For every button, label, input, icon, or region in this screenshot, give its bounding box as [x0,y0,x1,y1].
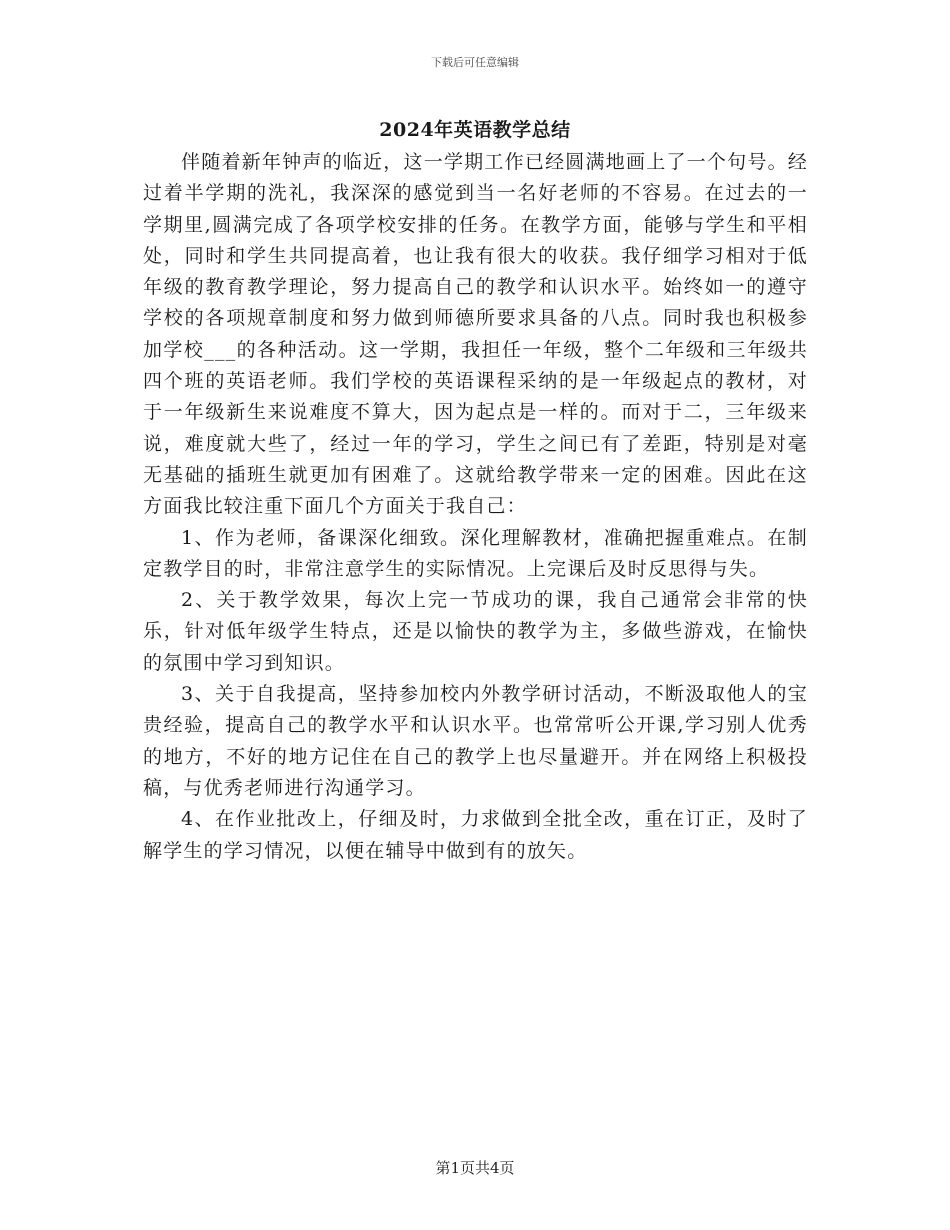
paragraph-item-2: 2、关于教学效果，每次上完一节成功的课，我自己通常会非常的快乐，针对低年级学生特点，还是以愉快的教学为主，多做些游戏，在愉快的氛围中学习到知识。 [143,589,808,674]
page-indicator: 第1页共4页 [435,1159,515,1177]
paragraph-item-3: 3、关于自我提高，坚持参加校内外教学研讨活动，不断汲取他人的宝贵经验，提高自己的教学水平和认识水平。也常常听公开课,学习别人优秀的地方，不好的地方记住在自己的教学上也尽量避开。并在网络上积极投稿，与优秀老师进行沟通学习。 [143,683,808,799]
paragraph-item-4: 4、在作业批改上，仔细及时，力求做到全批全改，重在订正，及时了解学生的学习情况，以便在辅导中做到有的放矢。 [143,808,808,862]
paragraph-intro: 伴随着新年钟声的临近，这一学期工作已经圆满地画上了一个句号。经过着半学期的洗礼，我深深的感觉到当一名好老师的不容易。在过去的一学期里,圆满完成了各项学校安排的任务。在教学方面，能够与学生和平相处，同时和学生共同提高着，也让我有很大的收获。我仔细学习相对于低年级的教育教学理论，努力提高自己的教学和认识水平。始终如一的遵守学校的各项规章制度和努力做到师德所要求具备的八点。同时我也积极参加学校___的各种活动。这一学期，我担任一年级，整个二年级和三年级共四个班的英语老师。我们学校的英语课程采纳的是一年级起点的教材，对于一年级新生来说难度不算大，因为起点是一样的。而对于二，三年级来说，难度就大些了，经过一年的学习，学生之间已有了差距，特别是对毫无基础的插班生就更加有困难了。这就给教学带来一定的困难。因此在这方面我比较注重下面几个方面关于我自己： [143,151,808,518]
document-body [143,147,808,867]
header-note: 下载后可任意编辑 [431,56,519,69]
page-title: 2024年英语教学总结 [379,119,571,141]
paragraph-item-1: 1、作为老师，备课深化细致。深化理解教材，准确把握重难点。在制定教学目的时，非常注意学生的实际情况。上完课后及时反思得与失。 [143,526,808,580]
